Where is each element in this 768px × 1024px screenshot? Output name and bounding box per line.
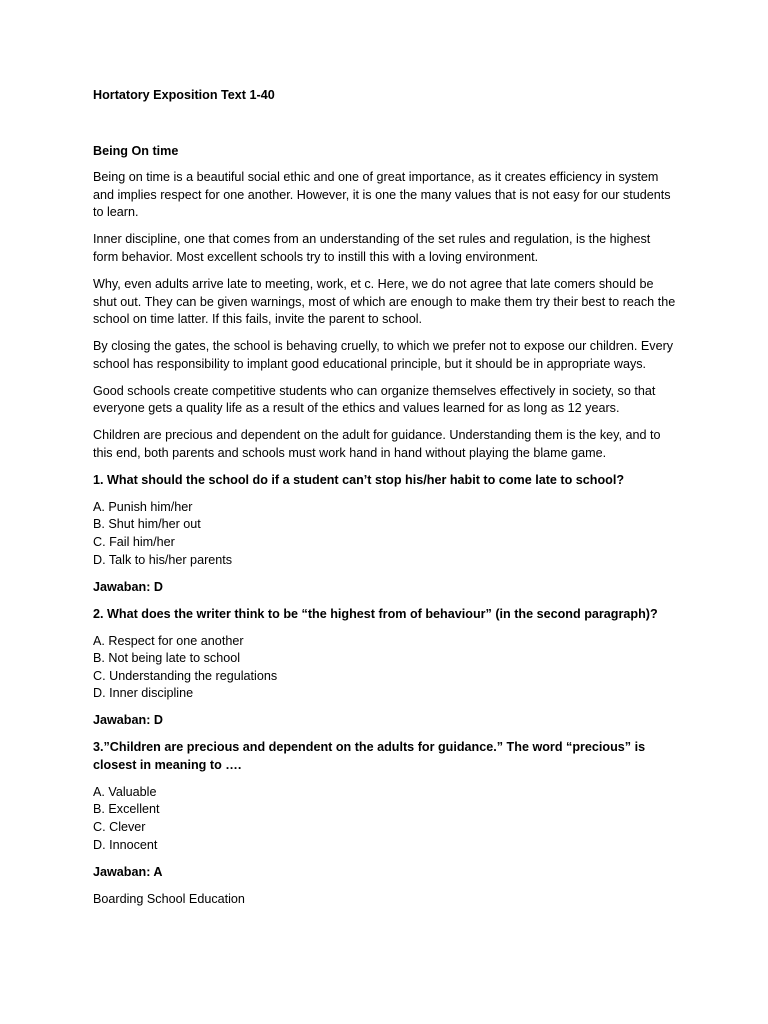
option-list [93, 633, 678, 703]
answer-text: Jawaban: A [93, 864, 163, 879]
paragraph-3: Why, even adults arrive late to meeting, work, et c. Here, we do not agree that late comers should be shut out. They can be given warnings, most of which are enough to make them try their best to reach the school on time latter. If this fails, invite the parent to school. [93, 276, 676, 327]
section-title: Being On time [93, 143, 179, 158]
question-text: 3.”Children are precious and dependent on the adults for guidance.” The word “precious” is closest in meaning to …. [93, 740, 646, 772]
option-a: A. Punish him/her [93, 499, 193, 514]
option-list [93, 784, 678, 854]
answer-text: Jawaban: D [93, 713, 163, 728]
option-d: D. Innocent [93, 837, 158, 852]
option-d: D. Talk to his/her parents [93, 552, 233, 567]
option-a: A. Valuable [93, 784, 157, 799]
paragraph-4: By closing the gates, the school is behaving cruelly, to which we prefer not to expose our children. Every school has responsibility to implant good educational principle, but it should be in appropriate ways. [93, 339, 674, 371]
paragraph-2: Inner discipline, one that comes from an understanding of the set rules and regulation, is the highest form behavior. Most excellent schools try to instill this with a loving environment. [93, 232, 651, 264]
question-block-1 [93, 472, 678, 596]
option-c: C. Understanding the regulations [93, 668, 278, 683]
option-c: C. Clever [93, 820, 146, 835]
option-d: D. Inner discipline [93, 686, 194, 701]
option-b: B. Shut him/her out [93, 517, 201, 532]
paragraph-6: Children are precious and dependent on the adult for guidance. Understanding them is the key, and to this end, both parents and schools must work hand in hand without playing the blame game. [93, 428, 661, 460]
question-text: 2. What does the writer think to be “the highest from of behaviour” (in the second paragraph)? [93, 606, 658, 621]
question-block-3 [93, 739, 678, 881]
question-block-2 [93, 606, 678, 730]
paragraph-5: Good schools create competitive students who can organize themselves effectively in society, so that everyone gets a quality life as a result of the ethics and values learned for as long as 12 years. [93, 383, 656, 416]
option-list [93, 499, 678, 569]
option-a: A. Respect for one another [93, 633, 244, 648]
option-b: B. Excellent [93, 802, 160, 817]
document-title: Hortatory Exposition Text 1-40 [93, 88, 275, 102]
question-text: 1. What should the school do if a student can’t stop his/her habit to come late to school? [93, 472, 625, 487]
answer-text: Jawaban: D [93, 579, 163, 594]
next-section-title: Boarding School Education [93, 891, 245, 906]
paragraph-1: Being on time is a beautiful social ethic and one of great importance, as it creates efficiency in system and implies respect for one another. However, it is one the many values that is not easy for our students to learn. [93, 170, 671, 220]
option-c: C. Fail him/her [93, 535, 175, 550]
option-b: B. Not being late to school [93, 651, 241, 666]
